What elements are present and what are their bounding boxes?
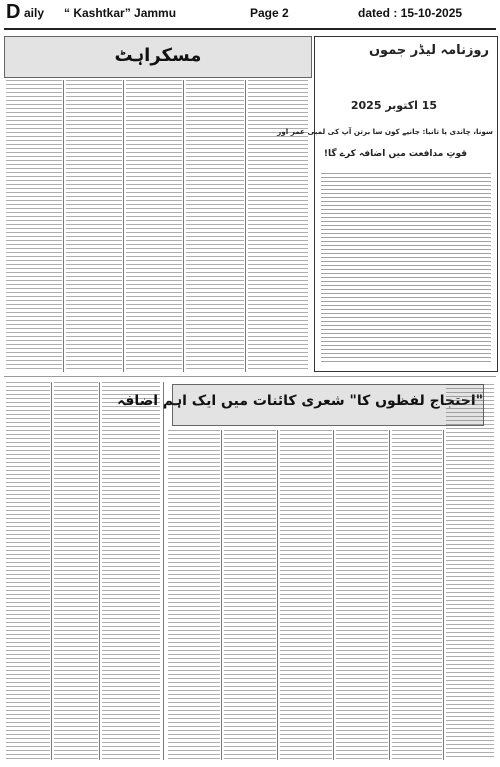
left-heading-box	[4, 36, 312, 78]
bottom-column-3	[102, 382, 160, 760]
column-text-5	[248, 80, 308, 372]
leader-article-body	[321, 173, 491, 365]
column-text-2	[66, 80, 122, 372]
bottom-headline: "احتجاج لفظوں کا" شعری کائنات میں ایک اہم اضافہ	[117, 393, 483, 409]
bottom-column-1	[6, 382, 50, 760]
header-page-number: Page 2	[250, 6, 289, 20]
article-column-5	[392, 430, 442, 760]
article-column-1	[168, 430, 220, 760]
leader-panel	[277, 36, 498, 372]
header-initial: D	[6, 1, 21, 23]
bottom-headline-box	[117, 384, 484, 426]
article-column-3	[280, 430, 332, 760]
column-text-1	[6, 80, 62, 372]
leader-masthead: روزنامہ لیڈر جموں	[368, 43, 489, 58]
bottom-column-2	[54, 382, 98, 760]
column-text-4	[186, 80, 244, 372]
header-paper-name: “ Kashtkar” Jammu	[64, 6, 177, 20]
leader-date: 15 اکتوبر 2025	[350, 99, 437, 112]
leader-headline-line-1: سونا، چاندی یا تانبا: جانیے کون سا برتن آپ کی لمبی عمر اور	[277, 127, 493, 136]
article-column-2	[224, 430, 276, 760]
article-column-6	[446, 384, 494, 760]
header-date: dated : 15-10-2025	[358, 6, 463, 20]
article-column-4	[336, 430, 388, 760]
column-text-3	[126, 80, 182, 372]
left-column-heading: مسکراہٹ	[114, 45, 202, 66]
page-header	[4, 1, 496, 30]
leader-headline-line-2: قوتِ مدافعت میں اضافہ کرے گا!	[323, 149, 467, 159]
header-paper-prefix: aily	[24, 6, 45, 20]
